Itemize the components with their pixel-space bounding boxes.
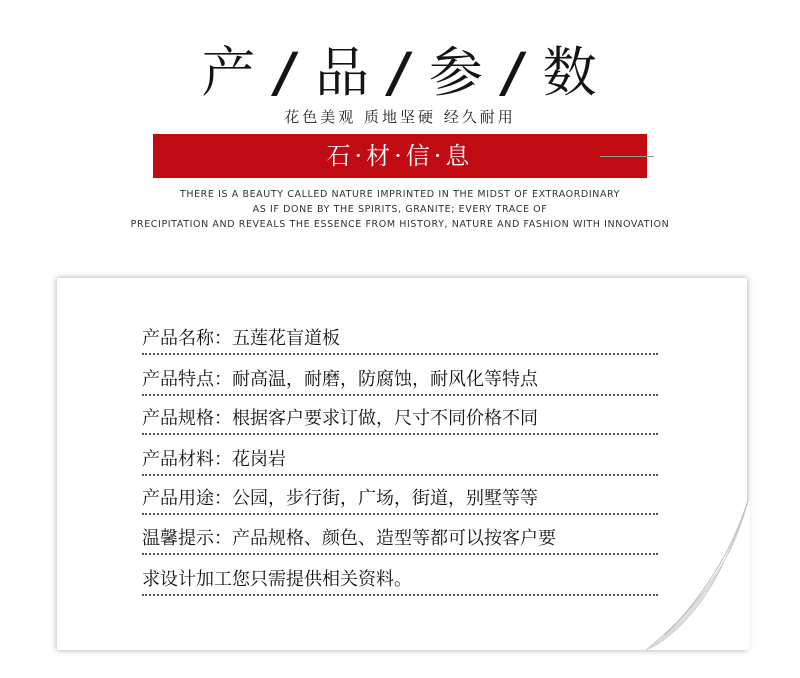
spec-row-usage — [142, 485, 658, 515]
spec-value: 公园，步行街，广场，街道，别墅等等 — [232, 488, 538, 509]
spec-row-features — [142, 366, 658, 396]
spec-label: 温馨提示： — [142, 528, 232, 549]
title-separator: / — [497, 41, 531, 104]
spec-label: 产品名称： — [142, 328, 232, 349]
spec-row-tip-cont — [142, 566, 658, 596]
title-char: 数 — [542, 41, 599, 104]
spec-row-size — [142, 405, 658, 435]
page-title — [0, 38, 800, 108]
spec-value: 求设计加工您只需提供相关资料。 — [142, 569, 412, 590]
banner-rule — [600, 156, 654, 157]
banner-text: 石·材·信·息 — [326, 142, 474, 170]
spec-value: 耐高温，耐磨，防腐蚀，耐风化等特点 — [232, 369, 538, 390]
spec-label: 产品材料： — [142, 449, 232, 470]
english-line: AS IF DONE BY THE SPIRITS, GRANITE; EVERY TRACE OF — [252, 204, 548, 215]
title-char: 品 — [315, 41, 372, 104]
spec-row-material — [142, 446, 658, 476]
spec-row-tip — [142, 525, 658, 555]
title-char: 参 — [428, 41, 485, 104]
title-separator: / — [269, 41, 303, 104]
spec-value: 五莲花盲道板 — [232, 328, 340, 349]
spec-label: 产品用途： — [142, 488, 232, 509]
info-banner — [153, 134, 647, 178]
english-line: THERE IS A BEAUTY CALLED NATURE IMPRINTED IN THE MIDST OF EXTRAORDINARY — [179, 189, 621, 200]
spec-row-name — [142, 325, 658, 355]
english-line: PRECIPITATION AND REVEALS THE ESSENCE FROM HISTORY, NATURE AND FASHION WITH INNOVATION — [130, 219, 670, 230]
spec-label: 产品规格： — [142, 408, 232, 429]
spec-value: 产品规格、颜色、造型等都可以按客户要 — [232, 528, 556, 549]
title-char: 产 — [201, 41, 258, 104]
spec-value: 花岗岩 — [232, 449, 286, 470]
spec-value: 根据客户要求订做，尺寸不同价格不同 — [232, 408, 538, 429]
subtitle: 花色美观 质地坚硬 经久耐用 — [284, 108, 516, 126]
spec-label: 产品特点： — [142, 369, 232, 390]
title-separator: / — [383, 41, 417, 104]
